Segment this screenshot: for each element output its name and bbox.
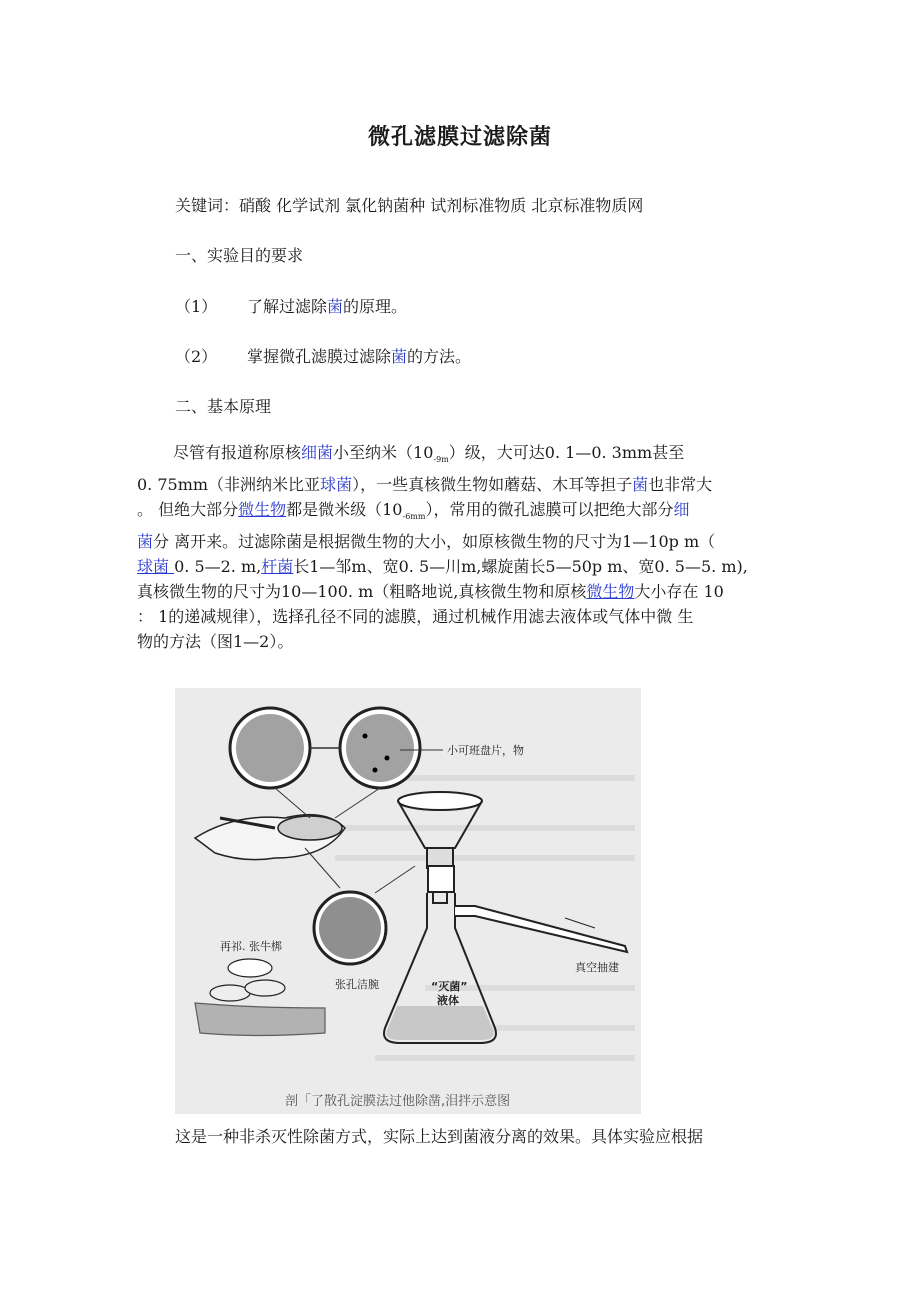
label-sterile-2: 液体 [437, 994, 459, 1007]
petri-dishes-icon [195, 959, 325, 1036]
keyword-link[interactable]: 微生物 [238, 500, 287, 520]
keyword-link[interactable]: 菌 [137, 532, 154, 552]
flask-icon [384, 866, 627, 1043]
keyword-link[interactable]: 微生物 [586, 582, 635, 602]
para-line: 真核微生物的尺寸为10—100. m（粗略地说,真核微生物和原核微生物大小存在 10 [137, 582, 724, 602]
hands-dish-icon [195, 815, 345, 860]
filtration-figure [175, 688, 641, 1114]
figure-caption: 剖「了散孔淀膜法过他除凿,泪拌示意图 [285, 1094, 511, 1109]
item-number: （1） [175, 297, 218, 316]
keyword-link[interactable]: 菌 [632, 475, 649, 495]
keyword-link[interactable]: 杆菌 [261, 557, 294, 577]
keyword-link[interactable]: 球菌 [137, 557, 175, 577]
para-line: 物的方法（图1—2）。 [137, 632, 294, 652]
filtration-diagram [175, 688, 641, 1114]
para-line: ： 1的递减规律），选择孔径不同的滤膜，通过机械作用滤去液体或气体中微 生 [137, 607, 694, 627]
keyword-link[interactable]: 细菌 [301, 443, 334, 462]
item-text: 了解过滤除 [247, 297, 328, 316]
section-heading-principle: 二、基本原理 [175, 397, 272, 416]
para-line: 尽管有报道称原核细菌小至纳米$(10_{-9m})$级，大可达0. 1—0. 3mm甚至 [173, 443, 685, 465]
label-particles: 小可班盘片，物 [447, 744, 524, 757]
item-number: （2） [175, 347, 218, 366]
label-sterile-1: “灭菌” [431, 980, 468, 993]
keyword-link[interactable]: 菌 [327, 297, 344, 316]
keyword-link[interactable]: 细 [673, 500, 690, 520]
item-text: 的原理。 [343, 297, 408, 316]
page-title: 微孔滤膜过滤除菌 [367, 124, 552, 150]
label-tweezers: 再祁. 张牛梆 [220, 940, 282, 953]
principle-paragraph [137, 440, 792, 654]
label-vacuum: 真空抽建 [575, 961, 619, 974]
keyword-link[interactable]: 球菌 [320, 475, 353, 495]
membrane-clean-icon [230, 708, 310, 788]
item-text: 的方法。 [407, 347, 472, 366]
para-line: 0. 75mm（非洲纳米比亚球菌），一些真核微生物如蘑菇、木耳等担子菌也非常大 [137, 475, 713, 495]
paragraph-continuation: 这是一种非杀灭性除菌方式，实际上达到菌液分离的效果。具体实验应根据 [175, 1127, 704, 1146]
para-line: 菌分 离开来。过滤除菌是根据微生物的大小，如原核微生物的尺寸为1—10p m（ [137, 532, 716, 552]
para-line: 球菌 0. 5—2. m,杆菌长1—邹m、宽0. 5—川m,螺旋菌长5—50p m、宽0. 5—5. m), [137, 557, 748, 577]
membrane-particles-icon [340, 708, 420, 788]
keyword-link[interactable]: 菌 [391, 347, 408, 366]
label-membrane: 张孔洁腕 [335, 978, 379, 991]
item-text: 掌握微孔滤膜过滤除 [247, 347, 392, 366]
objective-item-1 [175, 294, 407, 317]
keywords-line: 关键词：硝酸 化学试剂 氯化钠菌种 试剂标准物质 北京标准物质网 [175, 196, 644, 215]
membrane-zoom-icon [314, 892, 386, 964]
objective-item-2 [175, 344, 471, 367]
para-line: 。 但绝大部分微生物都是微米级$(10_{-6mm})$，常用的微孔滤膜可以把绝大部分细 [137, 500, 690, 522]
section-heading-objectives: 一、实验目的要求 [175, 246, 304, 265]
